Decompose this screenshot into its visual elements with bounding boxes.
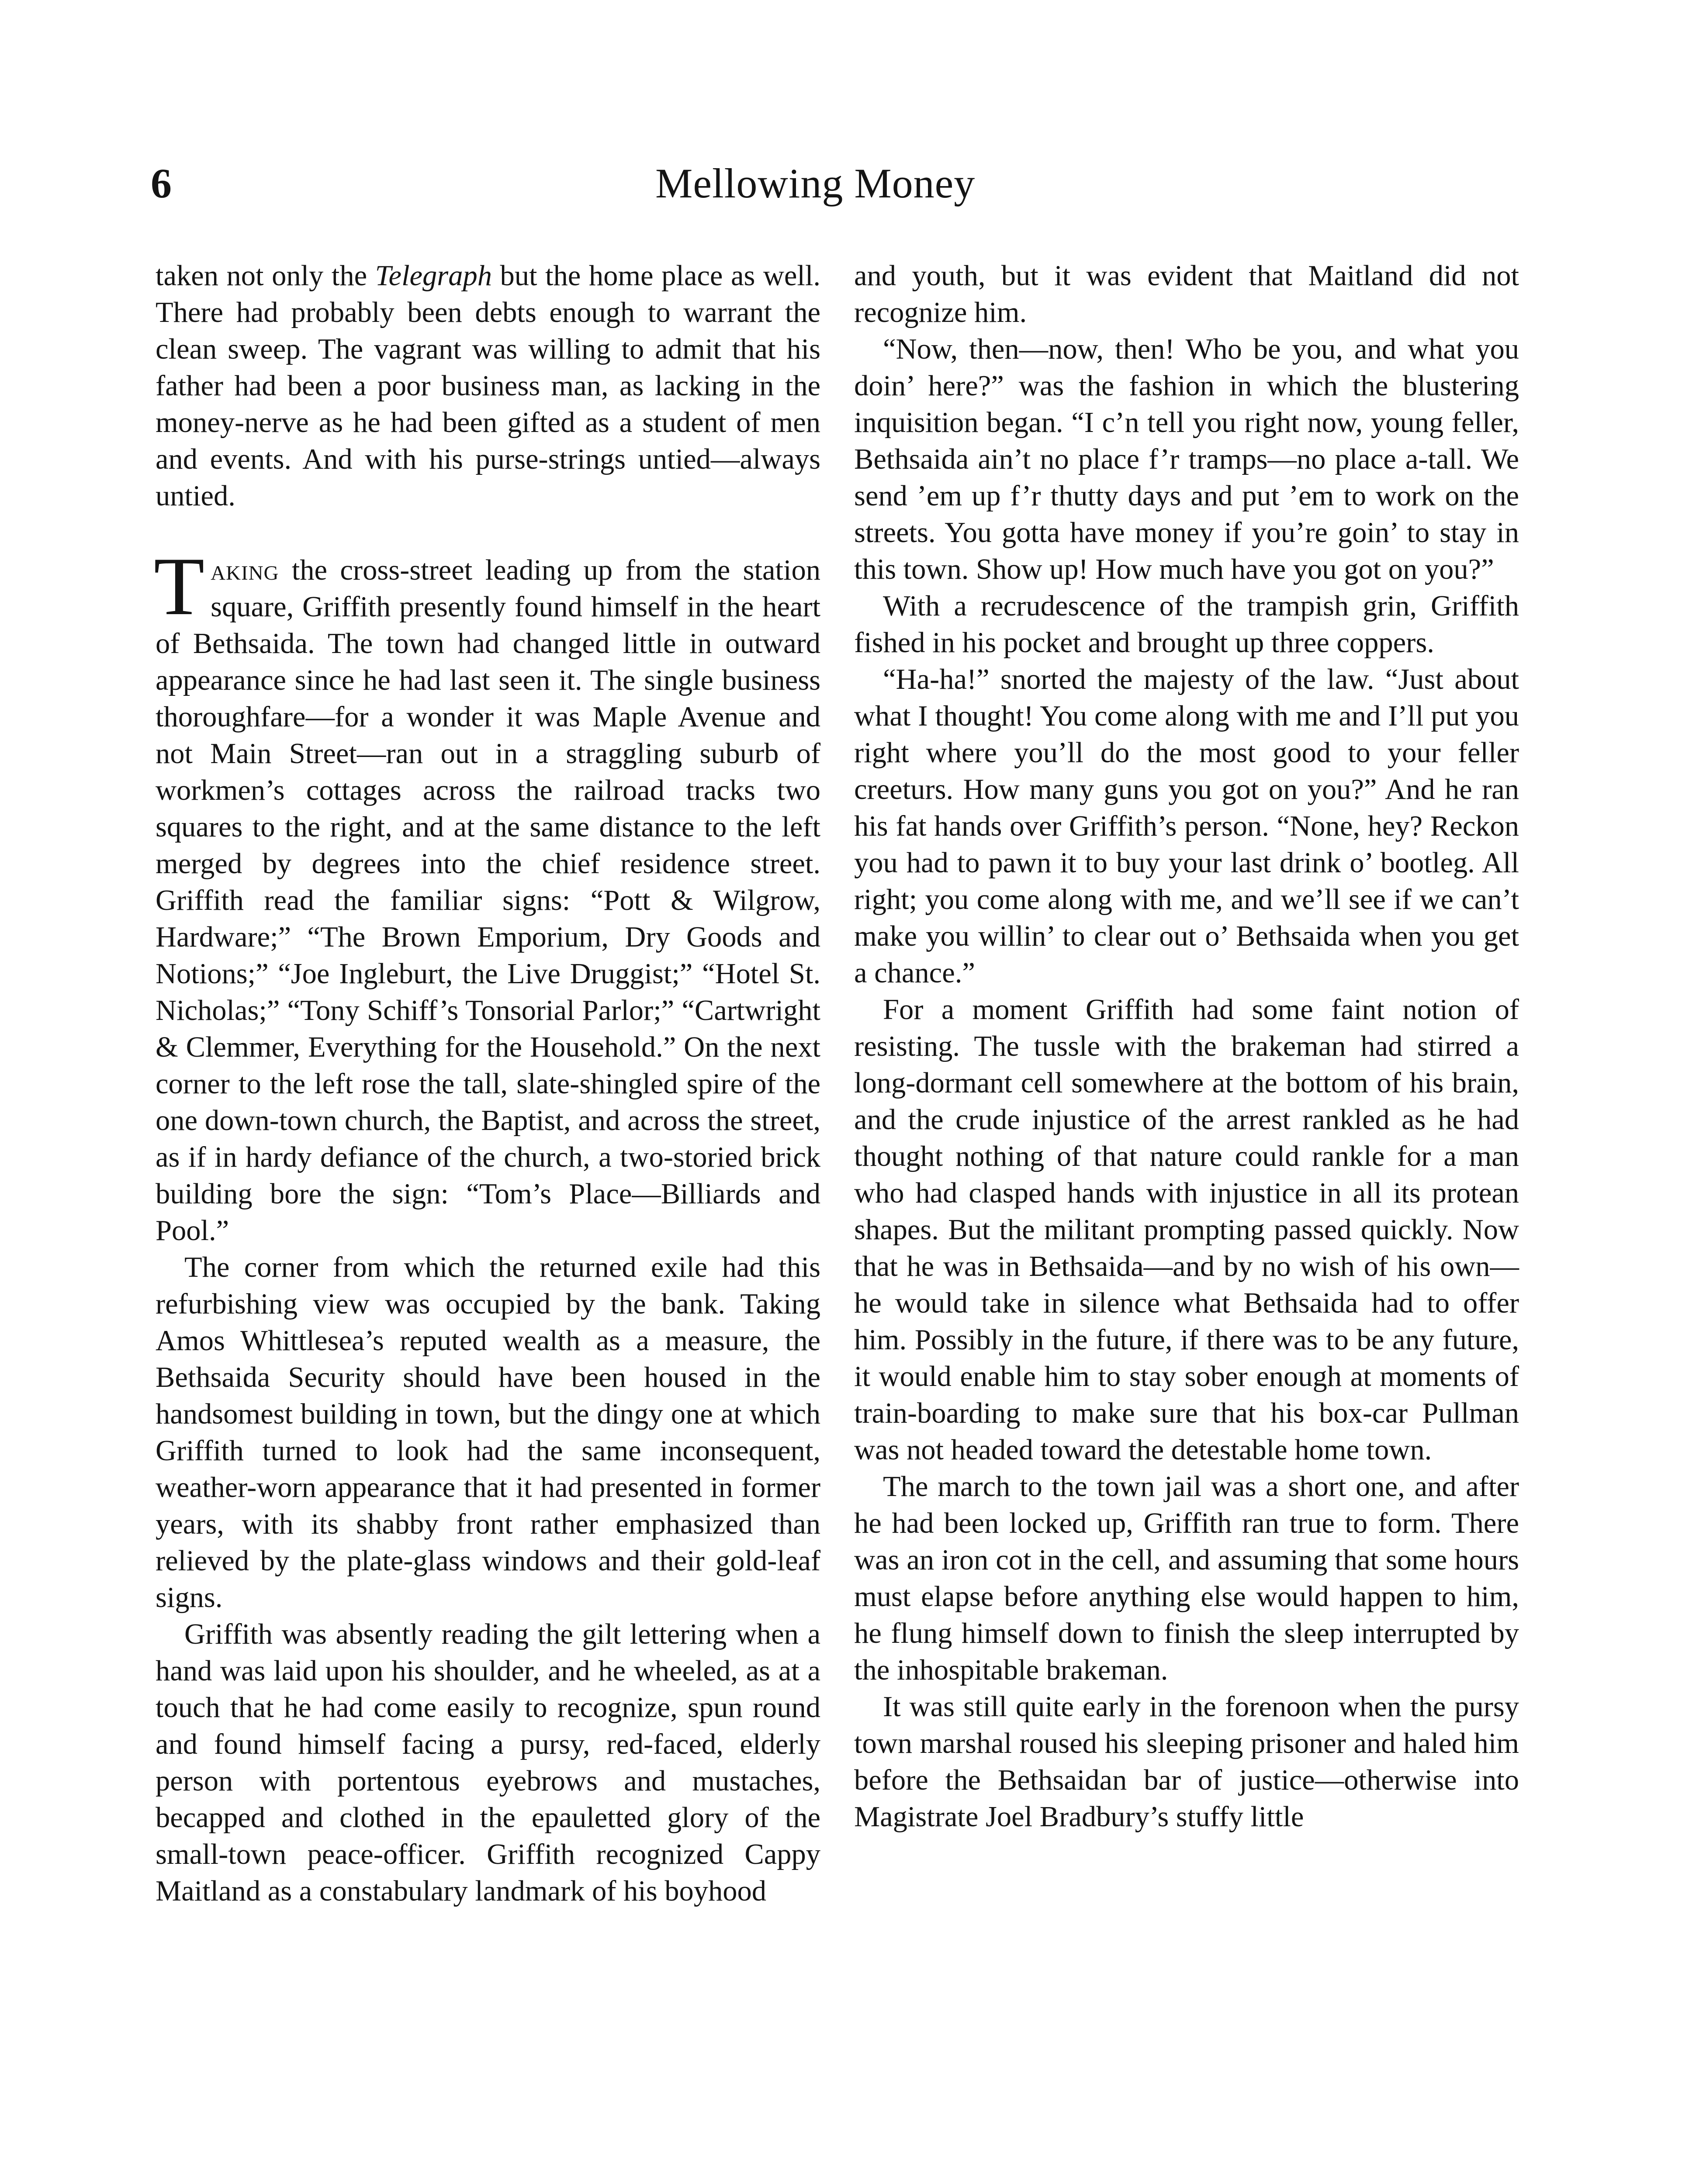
paragraph-text: taken not only the — [156, 260, 375, 292]
drop-cap: T — [154, 541, 205, 632]
newspaper-title: Telegraph — [375, 260, 492, 292]
section-opening-paragraph — [154, 541, 820, 1249]
paragraph: It was still quite early in the forenoon when the pursy town marshal roused his sleeping prisoner and haled him before the Bethsaidan bar of justice—otherwise into Magistrate Joel Bradbury’s stuffy little — [854, 1691, 1519, 1833]
small-caps-lead: aking — [211, 554, 279, 586]
paragraph: “Ha-ha!” snorted the majesty of the law. “Just about what I thought! You come along with me and I’ll put you right where you’ll do the most good to your feller creeturs. How many guns you got on you?” And he ran his fat hands over Griffith’s person. “None, hey? Reckon you had to pawn it to buy your last drink o’ bootleg. All right; you come along with me, and we’ll see if we can’t make you willin’ to clear out o’ Bethsaida when you get a chance.” — [854, 663, 1519, 989]
paragraph — [156, 258, 820, 515]
paragraph: With a recrudescence of the trampish grin, Griffith fished in his pocket and brought up three coppers. — [854, 590, 1519, 659]
page-number: 6 — [151, 160, 172, 207]
paragraph: “Now, then—now, then! Who be you, and what you doin’ here?” was the fashion in which the blustering inquisition began. “I c’n tell you right now, young feller, Bethsaida ain’t no place f’r tramps—no place a-tall. We send ’em up f’r thutty days and put ’em to work on the streets. You gotta have money if you’re goin’ to stay in this town. Show up! How much have you got on you?” — [854, 333, 1519, 585]
paragraph-text: but the home place as well. There had probably been debts enough to warrant the clean sweep. The vagrant was willing to admit that his father had been a poor business man, as lacking in the money-nerve as he had been gifted as a student of men and events. And with his purse-strings untied—always untied. — [156, 260, 821, 512]
paragraph-text: the cross-street leading up from the station square, Griffith presently found himself in the heart of Bethsaida. The town had changed little in outward appearance since he had last seen it. The single business thoroughfare—for a wonder it was Maple Avenue and not Main Street—ran out in a straggling suburb of workmen’s cottages across the railroad tracks two squares to the right, and at the same distance to the left merged by degrees into the chief residence street. Griffith read the familiar signs: “Pott & Wilgrow, Hardware;” “The Brown Emporium, Dry Goods and Notions;” “Joe Ingleburt, the Live Druggist;” “Hotel St. Nicholas;” “Tony Schiff’s Tonsorial Parlor;” “Cartwright & Clemmer, Everything for the Household.” On the next corner to the left rose the tall, slate-shingled spire of the one down-town church, the Baptist, and across the street, as if in hardy defiance of the church, a two-storied brick building bore the sign: “Tom’s Place—Billiards and Pool.” — [156, 554, 820, 1247]
running-head: Mellowing Money — [655, 160, 976, 207]
paragraph: The corner from which the returned exile had this refurbishing view was occupied by the bank. Taking Amos Whittlesea’s reputed wealth as a measure, the Bethsaida Security should have been housed in the handsomest building in town, but the dingy one at which Griffith turned to look had the same inconsequent, weather-worn appearance that it had presented in former years, with its shabby front rather emphasized than relieved by the plate-glass windows and their gold-leaf signs. — [156, 1251, 820, 1614]
paragraph: For a moment Griffith had some faint notion of resisting. The tussle with the brakeman had stirred a long-dormant cell somewhere at the bottom of his brain, and the crude injustice of the arrest rankled as he had thought nothing of that nature could rankle for a man who had clasped hands with injustice in all its protean shapes. But the militant prompting passed quickly. Now that he was in Bethsaida—and by no wish of his own—he would take in silence what Bethsaida had to offer him. Possibly in the future, if there was to be any future, it would enable him to stay sober enough at moments of train-boarding to make sure that his box-car Pullman was not headed toward the detestable home town. — [854, 994, 1519, 1466]
right-column — [854, 258, 1519, 1835]
paragraph: The march to the town jail was a short one, and after he had been locked up, Griffith ran true to form. There was an iron cot in the cell, and assuming that some hours must elapse before anything else would happen to him, he flung himself down to finish the sleep interrupted by the inhospitable brakeman. — [854, 1471, 1519, 1686]
paragraph: and youth, but it was evident that Maitland did not recognize him. — [854, 260, 1519, 328]
left-column — [156, 258, 820, 1910]
paragraph: Griffith was absently reading the gilt lettering when a hand was laid upon his shoulder, and he wheeled, as at a touch that he had come easily to recognize, spun round and found himself facing a pursy, red-faced, elderly person with portentous eyebrows and mustaches, becapped and clothed in the epauletted glory of the small-town peace-officer. Griffith recognized Cappy Maitland as a constabulary landmark of his boyhood — [156, 1618, 820, 1907]
